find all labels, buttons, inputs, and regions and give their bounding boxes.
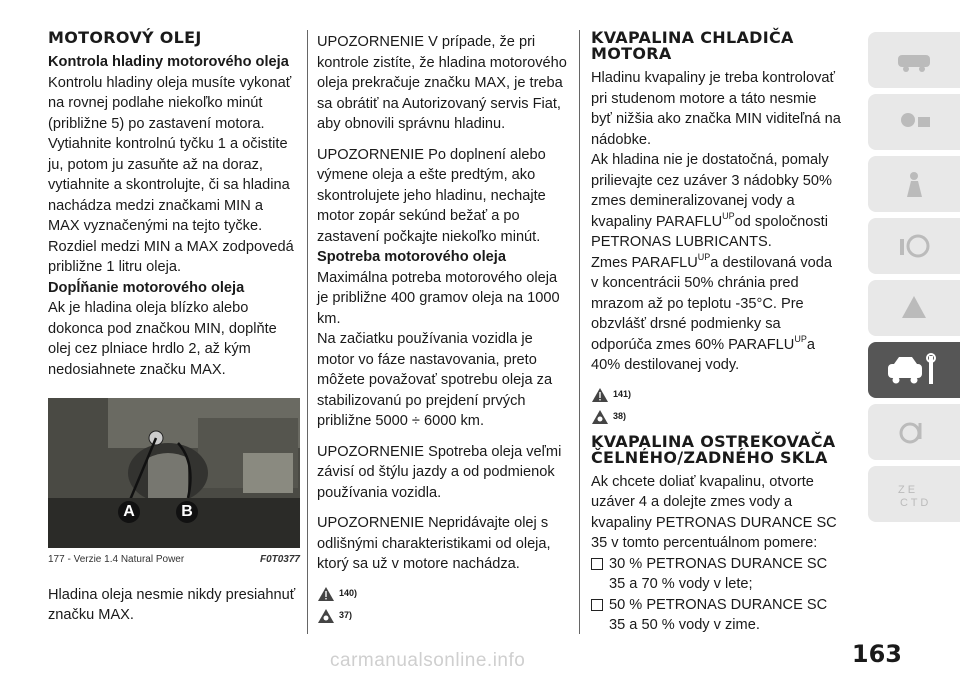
caution-drop-icon: [591, 409, 609, 425]
warning-triangle-icon: [317, 586, 335, 602]
warning-ref-141: [591, 384, 841, 406]
column-divider-1: [307, 30, 308, 634]
paragraph-note-style: UPOZORNENIE Spotreba oleja veľmi závisí od štýlu jazdy a od podmienok používania vozidla.: [317, 443, 562, 501]
warning-ref-text: 140): [339, 588, 358, 599]
column-coolant: [591, 30, 841, 636]
subheading-oil-level: Kontrola hladiny motorového oleja: [48, 54, 289, 70]
key-steering-icon: [892, 231, 936, 261]
section-title-coolant: KVAPALINA CHLADIČA MOTORA: [591, 28, 794, 63]
paragraph-oil-check: Kontrolu hladiny oleja musíte vykonať na rovnej podlahe niekoľko minút (približne 5) po zastavení motora. Vytiahnite kontrolnú tyčku 1 a očistite ju, potom ju zasuňte až na doraz, vytiahnite a skontrolujte, či sa hladina nachádza medzi značkami MIN a MAX vyznačenými na tejto tyčke. Rozdiel medzi MIN a MAX zodpovedá približne 1 litru oleja.: [48, 74, 294, 275]
svg-text:C T D: C T D: [900, 497, 929, 509]
column-divider-2: [579, 30, 580, 634]
paragraph-coolant-check: Hladinu kvapaliny je treba kontrolovať pri studenom motore a táto nesmie byť nižšia ako značka MIN viditeľná na nádobke.: [591, 70, 841, 148]
tab-starting[interactable]: [868, 218, 960, 274]
caution-ref-text: 37): [339, 610, 353, 621]
section-title-washer: KVAPALINA OSTREKOVAČA ČELNÉHO/ZADNÉHO SKLA: [591, 431, 836, 467]
subheading-oil-consumption: Spotreba motorového oleja: [317, 249, 506, 265]
list-item-winter: 50 % PETRONAS DURANCE SC 35 a 50 % vody v zime.: [591, 595, 841, 636]
index-icon: [892, 479, 936, 509]
paragraph-oil-topup: Ak je hladina oleja blízko alebo dokonca pod značkou MIN, doplňte olej cez plniace hrdlo 2, až kým nedosiahnete značku MAX.: [48, 300, 277, 378]
paragraph-coolant-topup: Ak hladina nie je dostatočná, pomaly prilievajte cez uzáver 3 nádobky 50% zmes demineralizovanej vody a kvapaliny $PARAFLU^{UP}od$ spoločnosti PETRONAS LUBRICANTS.: [591, 152, 832, 250]
seat-safety-icon: [892, 169, 936, 199]
tab-index[interactable]: [868, 466, 960, 522]
page-number: 163: [851, 640, 902, 668]
car-maintenance-icon: [884, 352, 944, 388]
tab-dashboard[interactable]: [868, 32, 960, 88]
caution-ref-text: 38): [613, 411, 627, 422]
tab-warning-lights[interactable]: [868, 94, 960, 150]
figure-caption: [48, 550, 300, 571]
car-dashboard-icon: [892, 45, 936, 75]
caution-ref-37: [317, 605, 567, 627]
label-b: B: [176, 501, 198, 523]
tab-multimedia[interactable]: [868, 404, 960, 460]
column-oil-notes: [317, 32, 567, 627]
tab-safety[interactable]: [868, 156, 960, 212]
engine-photo: [48, 398, 300, 548]
warning-triangle-icon: [591, 387, 609, 403]
paragraph-note-mixing: UPOZORNENIE Nepridávajte olej s odlišnými charakteristikami od oleja, ktorý sa už v motore nachádza.: [317, 515, 551, 572]
multimedia-icon: [892, 417, 936, 447]
paragraph-oil-max: Hladina oleja nesmie nikdy presiahnuť značku MAX.: [48, 586, 296, 623]
warning-ref-140: [317, 583, 567, 605]
figure-code: F0T0377: [259, 554, 300, 565]
warning-ref-text: 141): [613, 389, 632, 400]
watermark: carmanualsonline.info: [330, 650, 526, 671]
caution-drop-icon: [317, 608, 335, 624]
list-item-summer: 30 % PETRONAS DURANCE SC 35 a 70 % vody v lete;: [591, 554, 841, 595]
car-warning-icon: [892, 293, 936, 323]
caption-text: 177 - Verzie 1.4 Natural Power: [48, 554, 185, 565]
tab-maintenance[interactable]: [868, 342, 960, 398]
warning-lights-icon: [892, 107, 936, 137]
paragraph-break-in: Na začiatku používania vozidla je motor vo fáze nastavovania, preto môžete považovať spotrebu oleja za stabilizovanú po prejdení prvých približne 5000 ÷ 6000 km.: [317, 331, 553, 429]
chapter-tabs: [856, 32, 960, 528]
paragraph-coolant-mix: Zmes $PARAFLU^{UP}a$ destilovaná voda v koncentrácii 50% chránia pred mrazom až po teplotu -35°C. Pre obzvlášť drsné podmienky sa odporúča zmes 60% $PARAFLU^{UP}a$ 40% destilovanej vody.: [591, 251, 832, 373]
bullet-box-icon: [591, 558, 603, 570]
engine-illustration: [48, 398, 300, 548]
label-a: A: [118, 501, 140, 523]
section-title-engine-oil: MOTOROVÝ OLEJ: [48, 28, 202, 47]
subheading-oil-topup: Dopĺňanie motorového oleja: [48, 279, 245, 296]
paragraph-consumption: Maximálna potreba motorového oleja je približne 400 gramov oleja na 1000 km.: [317, 269, 560, 327]
svg-text:Z E: Z E: [898, 484, 916, 496]
paragraph-washer: Ak chcete doliať kvapalinu, otvorte uzáver 4 a dolejte zmes vody a kvapaliny PETRONAS DURANCE SC 35 v tomto percentuálnom pomere:: [591, 473, 837, 551]
tab-emergency[interactable]: [868, 280, 960, 336]
paragraph-note-max: UPOZORNENIE V prípade, že pri kontrole zistíte, že hladina motorového oleja prekračuje značku MAX, je treba sa obrátiť na Autorizovaný servis Fiat, aby obnovili správnu hladinu.: [317, 34, 567, 132]
column-oil: [48, 28, 300, 626]
bullet-box-icon: [591, 599, 603, 611]
paragraph-note-refill: UPOZORNENIE Po doplnení alebo výmene oleja a ešte predtým, ako skontrolujete jeho hladinu, nechajte motor zopár sekúnd bežať a po zastavení počkajte niekoľko minút.: [317, 146, 546, 245]
caution-ref-38: [591, 406, 841, 428]
